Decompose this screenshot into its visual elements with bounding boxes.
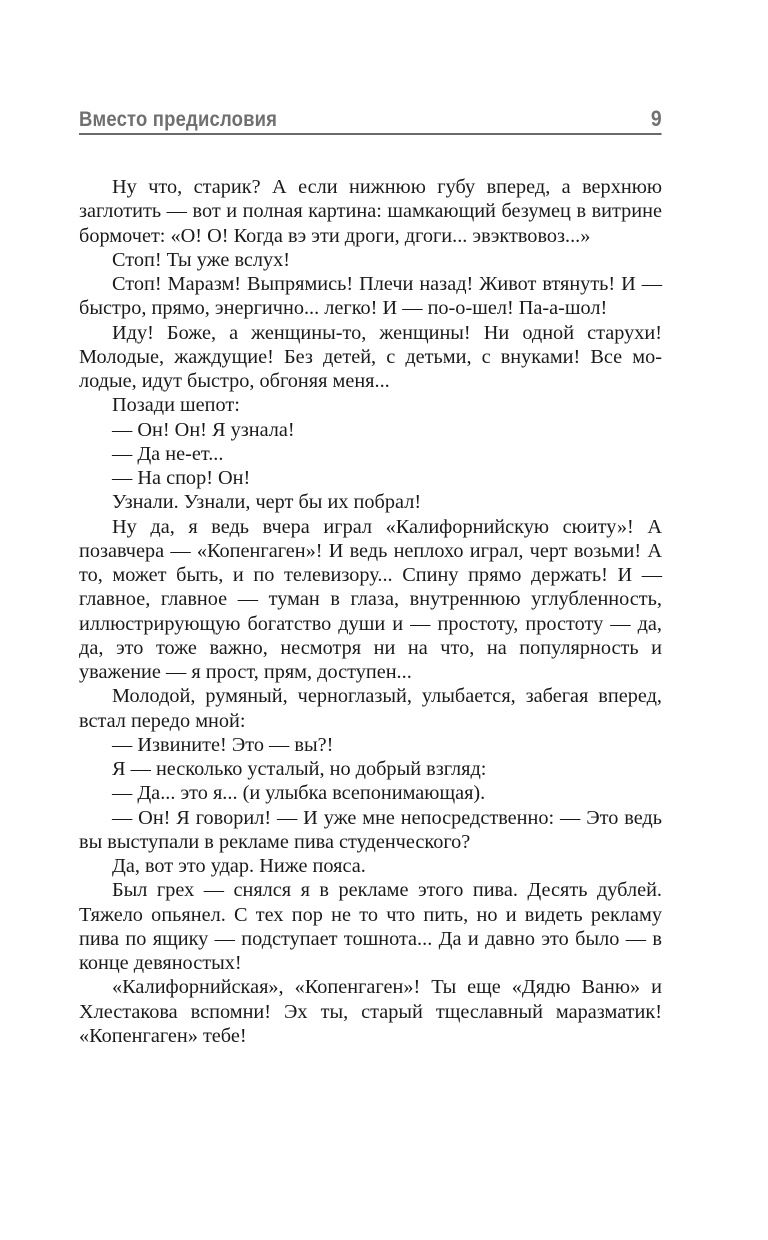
paragraph: Ну что, старик? А если нижнюю губу вперед, а верхнюю заглотить — вот и полная картина: шамкающий безумец в витрине бормочет: «О! О! Когда вэ эти дроги, дгоги... эвэктвовоз...» [79, 176, 662, 247]
paragraph: «Калифорнийская», «Копенгаген»! Ты еще «Дядю Ваню» и Хлестакова вспомни! Эх ты, старый тщеславный маразматик! «Копенгаген» тебе! [79, 976, 662, 1047]
paragraph: Узнали. Узнали, черт бы их побрал! [112, 491, 422, 514]
dialogue-line: — На спор! Он! [112, 467, 251, 489]
paragraph: Стоп! Маразм! Выпрямись! Плечи назад! Живот втянуть! И — быстро, прямо, энергично... легко! И — по-о-шел! Па-а-шол! [79, 273, 662, 320]
dialogue-line: — Извините! Это — вы?! [112, 733, 334, 756]
dialogue-line: — Да... это я... (и улыбка всепонимающая). [112, 782, 486, 805]
paragraph: Был грех — снялся я в рекламе этого пива. Десять дублей. Тяжело опьянел. С тех пор не то что пить, но и видеть рекламу пива по ящику — подступает тошнота... Да и давно это было — в конце девяностых! [79, 879, 662, 974]
paragraph: Молодой, румяный, черноглазый, улыбается, забегая вперед, встал передо мной: [79, 685, 662, 732]
dialogue-line: — Он! Он! Я узнала! [112, 418, 295, 441]
page-number: 9 [650, 106, 662, 131]
paragraph: Стоп! Ты уже вслух! [112, 248, 291, 271]
paragraph: Позади шепот: [112, 394, 240, 417]
paragraph: Да, вот это удар. Ниже пояса. [112, 855, 366, 877]
paragraph: Ну да, я ведь вчера играл «Калифорнийскую сюиту»! А позавчера — «Копенгаген»! И ведь неплохо играл, черт возьми! А то, может быть, и по телевизору... Спину прямо держать! И — главное, главное — туман в глаза, внутреннюю углубленность, иллюстрирующую богатство души и — простоту, простоту — да, да, это тоже важно, несмотря ни на что, на популярность и уважение — я прост, прям, доступен... [79, 515, 662, 683]
book-page [79, 100, 662, 1048]
paragraph: Иду! Боже, а женщины-то, женщины! Ни одной старухи! Молодые, жаждущие! Без детей, с детьми, с внуками! Все молодые, идут быстро, обгоняя меня... [79, 321, 662, 392]
section-title: Вместо предисловия [79, 108, 278, 131]
dialogue-line: — Да не-ет... [112, 442, 224, 465]
dialogue-line: — Он! Я говорил! — И уже мне непосредственно: — Это ведь вы выступали в рекламе пива студенческого? [79, 806, 662, 853]
running-head [79, 100, 662, 135]
body-text [79, 175, 662, 1048]
paragraph: Я — несколько усталый, но добрый взгляд: [112, 758, 487, 780]
